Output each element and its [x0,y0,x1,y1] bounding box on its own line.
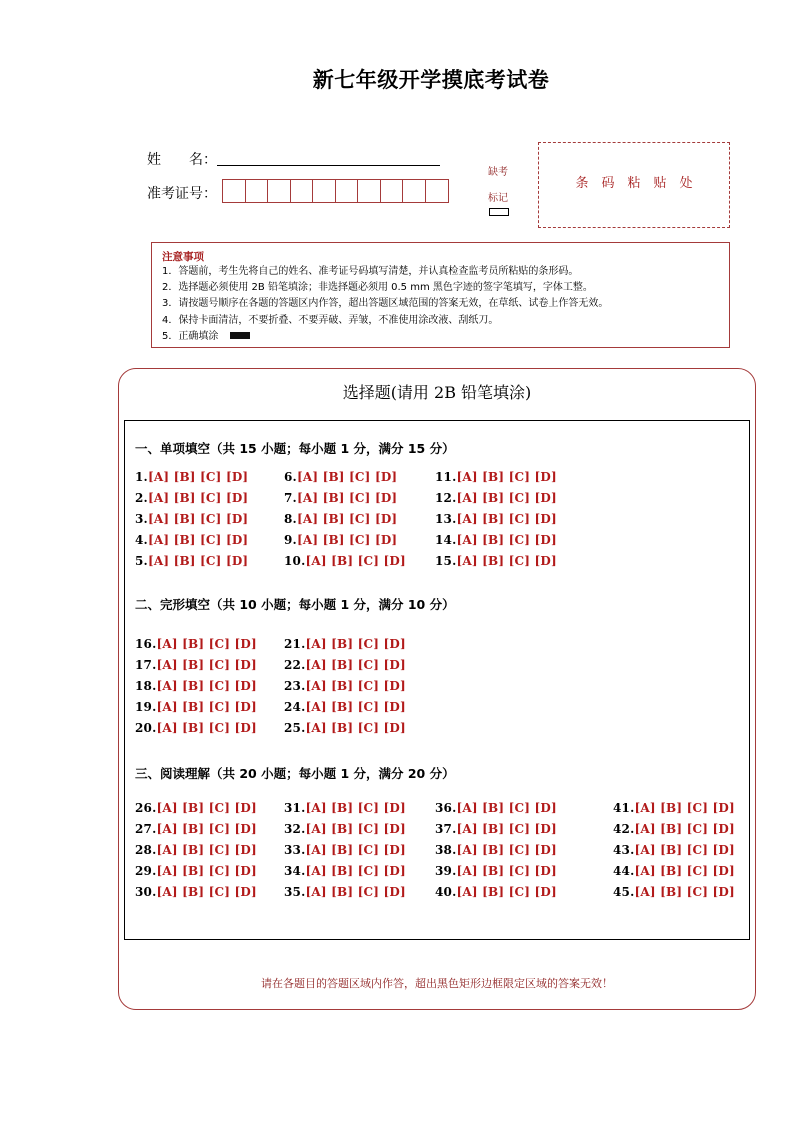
answer-options[interactable]: [A] [B] [C] [D] [156,679,257,693]
question-number: 27. [135,822,157,836]
question-number: 6. [284,470,297,484]
answer-options[interactable]: [A] [B] [C] [D] [156,843,257,857]
question-number: 11. [435,470,457,484]
question-item[interactable] [435,801,557,815]
answer-options[interactable]: [A] [B] [C] [D] [634,885,735,899]
question-number: 19. [135,700,157,714]
answer-options[interactable]: [A] [B] [C] [D] [456,533,557,547]
question-number: 3. [135,512,148,526]
question-item[interactable] [135,822,257,836]
question-number: 41. [613,801,635,815]
absent-mark-box[interactable] [489,208,509,216]
question-item[interactable] [284,700,406,714]
question-item[interactable] [435,864,557,878]
question-number: 40. [435,885,457,899]
answer-options[interactable]: [A] [B] [C] [D] [156,864,257,878]
question-item[interactable] [135,679,257,693]
question-item[interactable] [435,822,557,836]
answer-options[interactable]: [A] [B] [C] [D] [156,637,257,651]
answer-options[interactable]: [A] [B] [C] [D] [305,885,406,899]
question-number: 20. [135,721,157,735]
answer-options[interactable]: [A] [B] [C] [D] [456,801,557,815]
answer-options[interactable]: [A] [B] [C] [D] [305,637,406,651]
question-number: 4. [135,533,148,547]
answer-options[interactable]: [A] [B] [C] [D] [305,843,406,857]
question-number: 38. [435,843,457,857]
notice-item: 2．选择题必须使用 2B 铅笔填涂；非选择题必须用 0.5 mm 黑色字迹的签字笔填写，字体工整。 [162,282,593,294]
question-item[interactable] [135,700,257,714]
question-number: 8. [284,512,297,526]
answer-options[interactable]: [A] [B] [C] [D] [156,801,257,815]
id-digit-box[interactable] [246,180,269,202]
barcode-label: 条码粘贴处 [575,176,706,191]
question-number: 14. [435,533,457,547]
answer-options[interactable]: [A] [B] [C] [D] [305,801,406,815]
answer-options[interactable]: [A] [B] [C] [D] [305,679,406,693]
answer-options[interactable]: [A] [B] [C] [D] [305,864,406,878]
question-number: 10. [284,554,306,568]
question-item[interactable] [284,864,406,878]
question-item[interactable] [135,554,248,568]
question-item[interactable] [284,679,406,693]
question-number: 45. [613,885,635,899]
question-number: 7. [284,491,297,505]
notice-item: 5．正确填涂 [162,329,729,345]
question-number: 42. [613,822,635,836]
answer-options[interactable]: [A] [B] [C] [D] [147,512,249,526]
notice-item: 1．答题前，考生先将自己的姓名、准考证号码填写清楚，并认真检查监考员所粘贴的条形码。 [162,266,579,277]
name-label: 姓 名： [147,152,217,168]
question-item[interactable] [435,533,557,547]
question-item[interactable] [284,721,406,735]
question-item[interactable] [135,658,257,672]
answer-options[interactable]: [A] [B] [C] [D] [156,721,257,735]
answer-options[interactable]: [A] [B] [C] [D] [456,554,557,568]
question-item[interactable] [435,512,557,526]
question-item[interactable] [284,801,406,815]
answer-options[interactable]: [A] [B] [C] [D] [456,885,557,899]
question-number: 32. [284,822,306,836]
id-digit-box[interactable] [358,180,381,202]
id-label: 准考证号： [147,186,217,202]
question-number: 36. [435,801,457,815]
question-item[interactable] [284,658,406,672]
answer-options[interactable]: [A] [B] [C] [D] [156,700,257,714]
answer-options[interactable]: [A] [B] [C] [D] [456,822,557,836]
answer-options[interactable]: [A] [B] [C] [D] [147,533,249,547]
notice-item: 3．请按题号顺序在各题的答题区内作答，超出答题区域范围的答案无效，在草纸、试卷上作答无效。 [162,298,609,310]
question-item[interactable] [135,843,257,857]
notice-title: 注意事项 [162,251,204,263]
id-digit-box[interactable] [381,180,404,202]
question-item[interactable] [135,801,257,815]
question-item[interactable] [135,864,257,878]
question-item[interactable] [613,843,735,857]
question-item[interactable] [135,491,248,505]
question-item[interactable] [435,843,557,857]
question-number: 37. [435,822,457,836]
question-item[interactable] [135,533,248,547]
answer-options[interactable]: [A] [B] [C] [D] [456,491,557,505]
question-number: 35. [284,885,306,899]
answer-options[interactable]: [A] [B] [C] [D] [305,700,406,714]
answer-options[interactable]: [A] [B] [C] [D] [456,843,557,857]
question-item[interactable] [284,533,397,547]
question-number: 9. [284,533,297,547]
answer-options[interactable]: [A] [B] [C] [D] [456,512,557,526]
answer-options[interactable]: [A] [B] [C] [D] [634,822,735,836]
answer-options[interactable]: [A] [B] [C] [D] [156,822,257,836]
question-number: 34. [284,864,306,878]
id-digit-box[interactable] [313,180,336,202]
question-item[interactable] [613,885,735,899]
question-number: 23. [284,679,306,693]
question-number: 15. [435,554,457,568]
id-digit-box[interactable] [223,180,246,202]
answer-area-warning: 请在各题目的答题区域内作答，超出黑色矩形边框限定区域的答案无效！ [261,977,613,990]
answer-options[interactable]: [A] [B] [C] [D] [296,470,398,484]
question-item[interactable] [135,512,248,526]
question-number: 39. [435,864,457,878]
answer-options[interactable]: [A] [B] [C] [D] [305,822,406,836]
question-number: 43. [613,843,635,857]
question-item[interactable] [135,721,257,735]
question-item[interactable] [284,470,397,484]
answer-options[interactable]: [A] [B] [C] [D] [456,470,557,484]
question-number: 1. [135,470,148,484]
question-number: 44. [613,864,635,878]
question-item[interactable] [435,885,557,899]
answer-options[interactable]: [A] [B] [C] [D] [634,843,735,857]
question-item[interactable] [135,637,257,651]
question-number: 5. [135,554,148,568]
question-item[interactable] [613,864,735,878]
question-number: 2. [135,491,148,505]
question-item[interactable] [284,822,406,836]
absent-mark-label: 缺考 标记 [488,167,508,204]
answer-options[interactable]: [A] [B] [C] [D] [296,512,398,526]
answer-options[interactable]: [A] [B] [C] [D] [147,554,249,568]
question-number: 22. [284,658,306,672]
id-digit-box[interactable] [336,180,359,202]
section-title-2: 二、完形填空（共 10 小题；每小题 1 分，满分 10 分） [135,597,455,612]
answer-options[interactable]: [A] [B] [C] [D] [634,864,735,878]
question-number: 21. [284,637,306,651]
question-item[interactable] [284,512,397,526]
question-item[interactable] [284,843,406,857]
question-item[interactable] [284,637,406,651]
question-item[interactable] [284,885,406,899]
question-number: 12. [435,491,457,505]
answer-options[interactable]: [A] [B] [C] [D] [147,491,249,505]
id-digit-box[interactable] [291,180,314,202]
question-number: 18. [135,679,157,693]
question-item[interactable] [435,470,557,484]
answer-options[interactable]: [A] [B] [C] [D] [305,554,406,568]
question-number: 17. [135,658,157,672]
question-item[interactable] [435,554,557,568]
question-number: 29. [135,864,157,878]
id-digit-box[interactable] [403,180,426,202]
answer-options[interactable]: [A] [B] [C] [D] [147,470,249,484]
question-item[interactable] [613,822,735,836]
name-field[interactable] [217,165,440,166]
question-number: 28. [135,843,157,857]
question-item[interactable] [435,491,557,505]
answer-options[interactable]: [A] [B] [C] [D] [305,721,406,735]
answer-options[interactable]: [A] [B] [C] [D] [156,885,257,899]
id-digit-box[interactable] [268,180,291,202]
question-number: 33. [284,843,306,857]
notice-item: 4．保持卡面清洁，不要折叠、不要弄破、弄皱，不准使用涂改液、刮纸刀。 [162,314,499,326]
question-number: 16. [135,637,157,651]
section-title-3: 三、阅读理解（共 20 小题；每小题 1 分，满分 20 分） [135,766,455,781]
question-item[interactable] [135,885,257,899]
answer-options[interactable]: [A] [B] [C] [D] [634,801,735,815]
question-number: 25. [284,721,306,735]
answer-options[interactable]: [A] [B] [C] [D] [305,658,406,672]
question-number: 31. [284,801,306,815]
section-title-1: 一、单项填空（共 15 小题；每小题 1 分，满分 15 分） [135,441,455,456]
answer-options[interactable]: [A] [B] [C] [D] [456,864,557,878]
answer-options[interactable]: [A] [B] [C] [D] [296,491,398,505]
question-number: 30. [135,885,157,899]
correct-fill-example [230,332,250,339]
question-item[interactable] [284,554,406,568]
id-number-boxes[interactable] [222,179,449,203]
choice-section-title: 选择题(请用 2B 铅笔填涂) [342,383,532,402]
page-title: 新七年级开学摸底考试卷 [312,67,550,92]
answer-options[interactable]: [A] [B] [C] [D] [156,658,257,672]
question-item[interactable] [613,801,735,815]
question-item[interactable] [135,470,248,484]
question-number: 26. [135,801,157,815]
question-number: 13. [435,512,457,526]
question-number: 24. [284,700,306,714]
answer-options[interactable]: [A] [B] [C] [D] [296,533,398,547]
id-digit-box[interactable] [426,180,449,202]
notice-box [151,242,730,348]
question-item[interactable] [284,491,397,505]
